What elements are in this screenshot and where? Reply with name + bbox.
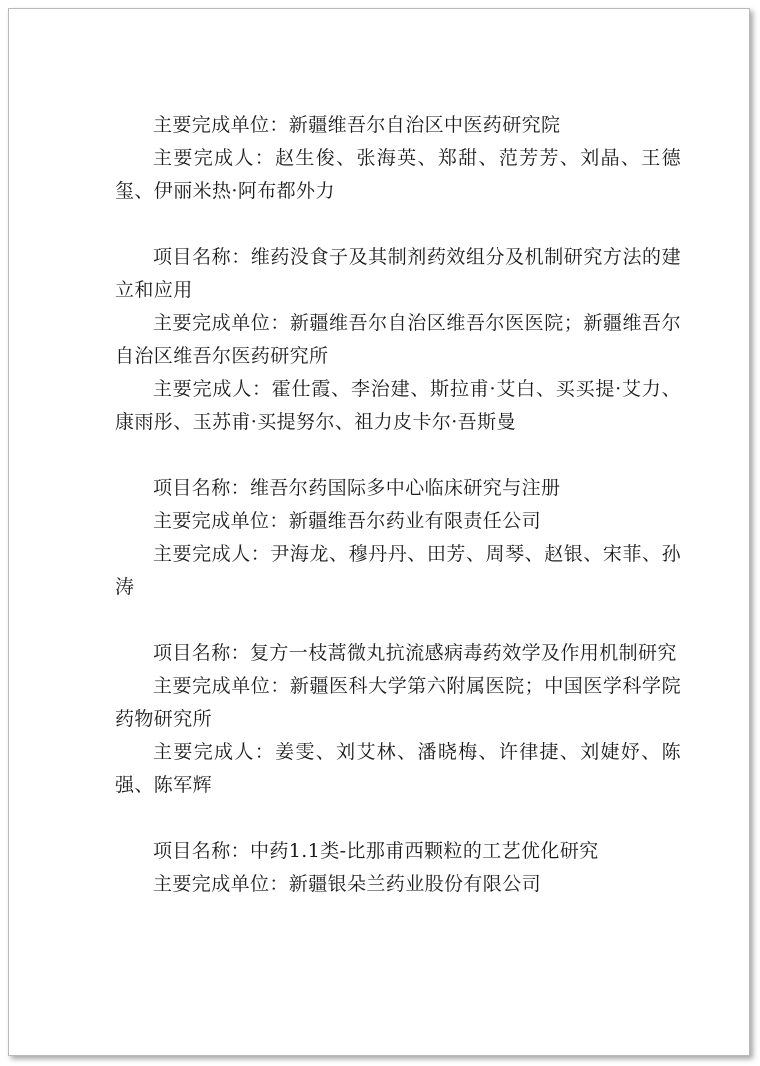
- spacer: [115, 604, 681, 637]
- project-unit: 主要完成单位：新疆银朵兰药业股份有限公司: [153, 873, 542, 895]
- document-body: [115, 109, 681, 901]
- project-block-1: [115, 241, 681, 439]
- project-name: 项目名称：维吾尔药国际多中心临床研究与注册: [153, 477, 561, 499]
- project-name: 项目名称：复方一枝蒿微丸抗流感病毒药效学及作用机制研究: [153, 642, 677, 664]
- project-unit: 主要完成单位：新疆维吾尔药业有限责任公司: [153, 510, 542, 532]
- spacer: [115, 802, 681, 835]
- intro-unit: 主要完成单位：新疆维吾尔自治区中医药研究院: [153, 114, 561, 136]
- project-unit: 主要完成单位：新疆维吾尔自治区维吾尔医医院；新疆维吾尔自治区维吾尔医药研究所: [115, 312, 681, 367]
- project-people: 主要完成人：姜雯、刘艾林、潘晓梅、许律捷、刘婕妤、陈强、陈军辉: [115, 741, 681, 796]
- document-page: [8, 8, 750, 1056]
- project-unit: 主要完成单位：新疆医科大学第六附属医院；中国医学科学院药物研究所: [115, 675, 681, 730]
- intro-people: 主要完成人：赵生俊、张海英、郑甜、范芳芳、刘晶、王德玺、伊丽米热·阿布都外力: [115, 147, 681, 202]
- project-people: 主要完成人：尹海龙、穆丹丹、田芳、周琴、赵银、宋菲、孙涛: [115, 543, 681, 598]
- project-block-4: [115, 835, 681, 901]
- project-name: 项目名称：维药没食子及其制剂药效组分及机制研究方法的建立和应用: [115, 246, 681, 301]
- project-block-2: [115, 472, 681, 604]
- project-block-3: [115, 637, 681, 802]
- spacer: [115, 439, 681, 472]
- project-people: 主要完成人：霍仕霞、李治建、斯拉甫·艾白、买买提·艾力、康雨彤、玉苏甫·买提努尔、祖力皮卡尔·吾斯曼: [115, 378, 681, 433]
- project-name: 项目名称：中药1.1类-比那甫西颗粒的工艺优化研究: [153, 840, 599, 862]
- spacer: [115, 208, 681, 241]
